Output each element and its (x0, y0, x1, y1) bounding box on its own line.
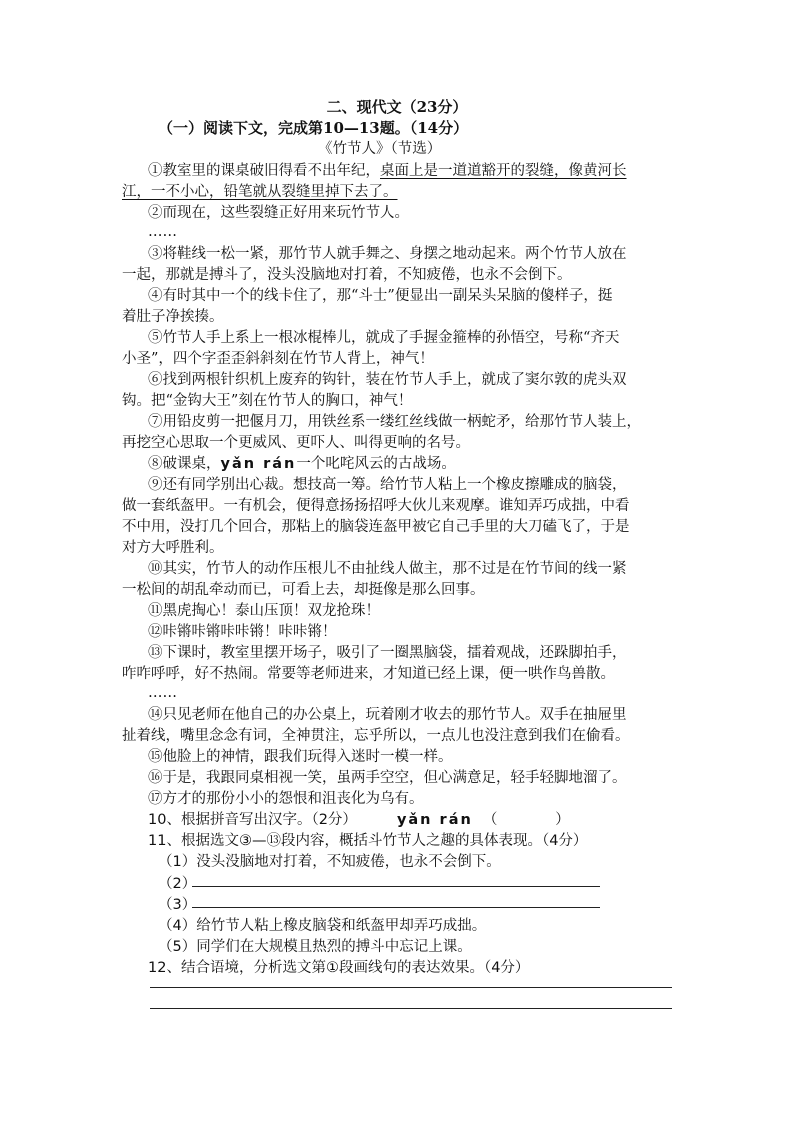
paragraph-3-line-2: 一起，那就是搏斗了，没头没脑地对打着，不知疲倦，也永不会倒下。 (122, 267, 572, 283)
paragraph-17: ⑰方才的那份小小的怨恨和沮丧化为乌有。 (148, 791, 424, 807)
paragraph-8 (148, 454, 456, 474)
paragraph-6-line-1: ⑥找到两根针织机上废弃的钩针，装在竹节人手上，就成了窦尔敦的虎头双 (148, 372, 627, 388)
passage-title: 《竹节人》（节选） (318, 141, 442, 157)
paragraph-4-line-2: 着肚子净挨揍。 (122, 309, 224, 325)
paragraph-8-text-a: ⑧破课桌， (148, 456, 221, 472)
ellipsis-2: …… (148, 685, 177, 701)
paragraph-9-line-4: 对方大呼胜利。 (122, 540, 224, 556)
paragraph-1-line-1 (148, 161, 627, 181)
paragraph-9-line-1: ⑨还有同学别出心裁。想技高一筹。给竹节人粘上一个橡皮擦雕成的脑袋， (148, 477, 627, 493)
paragraph-2: ②而现在，这些裂缝正好用来玩竹节人。 (148, 205, 409, 221)
paragraph-8-text-b: 一个叱咤风云的古战场。 (296, 456, 456, 472)
paragraph-14-line-2: 扯着线，嘴里念念有词，全神贯注，忘乎所以，一点儿也没注意到我们在偷看。 (122, 728, 630, 744)
question-10-label: 10、根据拼音写出汉字。（2分） (148, 812, 357, 828)
underlined-sentence: 桌面上是一道道豁开的裂缝，像黄河长 (380, 163, 627, 179)
paragraph-9-line-2: 做一套纸盔甲。一有机会，便得意扬扬招呼大伙儿来观摩。谁知弄巧成拙，中看 (122, 498, 630, 514)
paragraph-3-line-1: ③将鞋线一松一紧，那竹节人就手舞之、身摆之地动起来。两个竹节人放在 (148, 246, 627, 262)
paragraph-13-line-1: ⑬下课时，教室里摆开场子，吸引了一圈黑脑袋，擂着观战，还跺脚拍手， (148, 645, 627, 661)
question-12-answer-line-1[interactable] (150, 987, 672, 988)
question-11-item-5: （5）同学们在大规模且热烈的搏斗中忘记上课。 (158, 939, 472, 955)
question-11-item-1: （1）没头没脑地对打着，不知疲倦，也永不会倒下。 (158, 854, 501, 870)
question-11-item-2-answer-line[interactable] (192, 886, 600, 887)
paragraph-12: ⑫咔锵咔锵咔咔锵！咔咔锵！ (148, 624, 337, 640)
paragraph-1-text: ①教室里的课桌破旧得看不出年纪， (148, 163, 380, 179)
paragraph-16: ⑯于是，我跟同桌相视一笑，虽两手空空，但心满意足，轻手轻脚地溜了。 (148, 770, 627, 786)
paragraph-14-line-1: ⑭只见老师在他自己的办公桌上，玩着刚才收去的那竹节人。双手在抽屉里 (148, 707, 627, 723)
question-12-answer-line-2[interactable] (150, 1008, 672, 1009)
question-10 (148, 810, 570, 830)
ellipsis-1: …… (148, 224, 177, 240)
paragraph-1-line-2: 江，一不小心，铅笔就从裂缝里掉下去了。 (122, 184, 398, 200)
question-10-answer-blank[interactable]: （ ） (482, 812, 570, 828)
paragraph-9-line-3: 不中用，没打几个回合，那粘上的脑袋连盔甲被它自己手里的大刀磕飞了，于是 (122, 519, 630, 535)
question-11-label: 11、根据选文③—⑬段内容，概括斗竹节人之趣的具体表现。（4分） (148, 833, 588, 849)
paragraph-10-line-1: ⑩其实，竹节人的动作压根儿不由扯线人做主，那不过是在竹节间的线一紧 (148, 561, 627, 577)
question-11-item-4: （4）给竹节人粘上橡皮脑袋和纸盔甲却弄巧成拙。 (158, 918, 487, 934)
paragraph-13-line-2: 咋咋呼呼，好不热闹。常要等老师进来，才知道已经上课，便一哄作鸟兽散。 (122, 666, 615, 682)
paragraph-15: ⑮他脸上的神情，跟我们玩得入迷时一模一样。 (148, 749, 453, 765)
question-10-pinyin: yǎn rán (396, 812, 473, 828)
paragraph-4-line-1: ④有时其中一个的线卡住了，那“斗士”便显出一副呆头呆脑的傻样子，挺 (148, 288, 613, 304)
question-12-label: 12、结合语境，分析选文第①段画线句的表达效果。（4分） (148, 960, 530, 976)
paragraph-10-line-2: 一松间的胡乱牵动而已，可看上去，却挺像是那么回事。 (122, 582, 485, 598)
paragraph-8-pinyin: yǎn rán (220, 456, 297, 472)
section-title: 二、现代文（23分） (326, 98, 468, 116)
paragraph-7-line-2: 再挖空心思取一个更威风、更吓人、叫得更响的名号。 (122, 435, 470, 451)
paragraph-11: ⑪黑虎掏心！泰山压顶！双龙抢珠！ (148, 603, 380, 619)
paragraph-7-line-1: ⑦用铅皮剪一把偃月刀，用铁丝系一缕红丝线做一柄蛇矛，给那竹节人装上， (148, 414, 641, 430)
paragraph-5-line-2: 小圣”，四个字歪歪斜斜刻在竹节人背上，神气！ (122, 351, 434, 367)
question-11-item-2-label: （2） (158, 876, 197, 892)
paragraph-6-line-2: 钩。把“金钩大王”刻在竹节人的胸口，神气！ (122, 393, 413, 409)
paragraph-5-line-1: ⑤竹节人手上系上一根冰棍棒儿，就成了手握金箍棒的孙悟空，号称“齐天 (148, 330, 620, 346)
question-11-item-3-label: （3） (158, 897, 197, 913)
subsection-title: （一）阅读下文，完成第10—13题。（14分） (158, 119, 469, 137)
question-11-item-3-answer-line[interactable] (192, 907, 600, 908)
